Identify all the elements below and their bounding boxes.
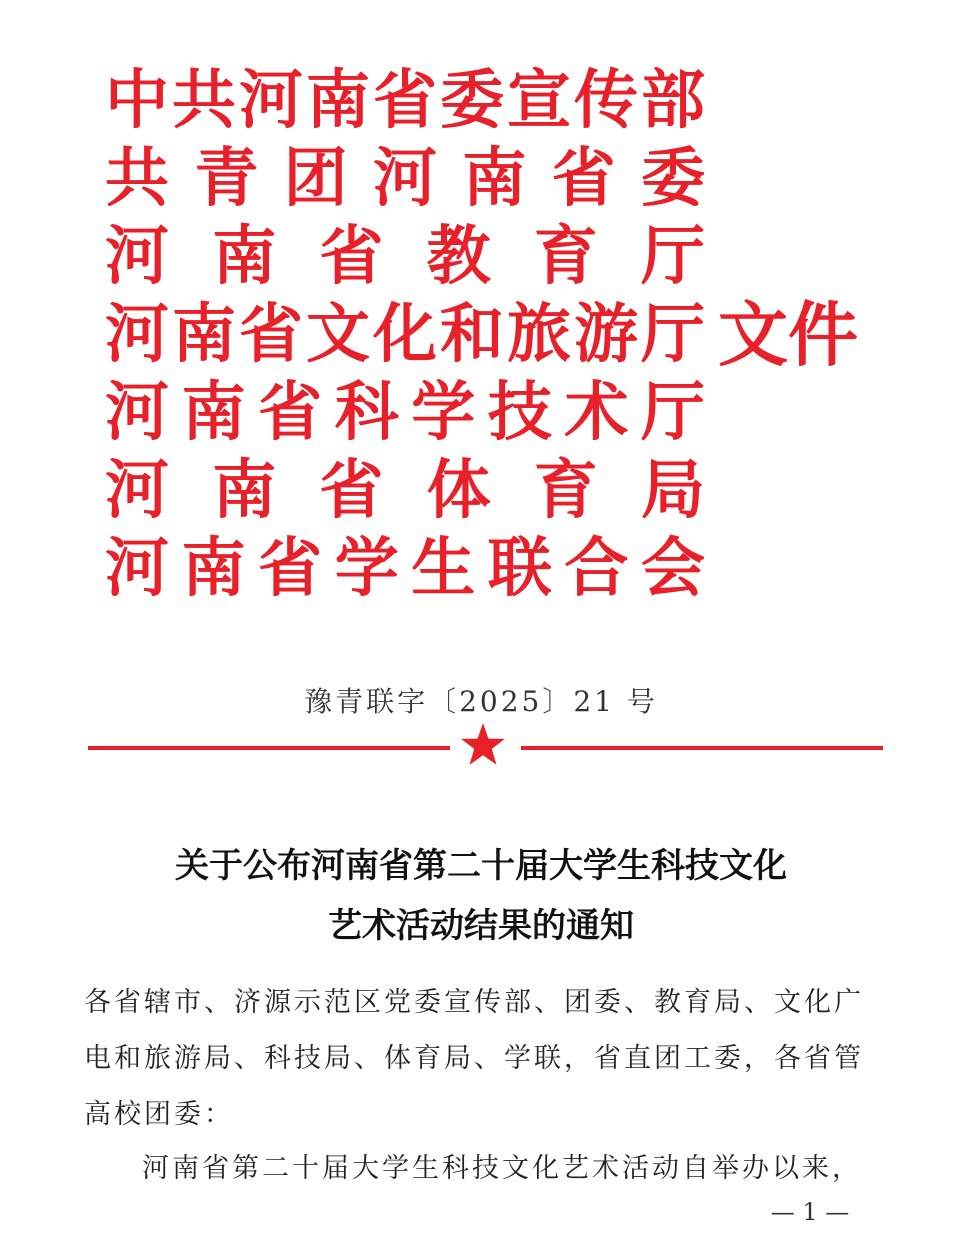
issuer-line: 河 南 省 科 学 技 术 厅 [105,376,705,450]
issuer-line: 河 南 省 体 育 局 [105,454,705,528]
page-number: — 1 — [770,1198,850,1226]
star-icon [460,722,506,768]
issuer-line: 河 南 省 文 化 和 旅 游 厅 [105,298,705,372]
body-paragraph-start: 河南省第二十届大学生科技文化艺术活动自举办以来， [142,1153,862,1184]
document-title-line-1: 关于公布河南省第二十届大学生科技文化 [175,846,787,886]
addressee-line-2: 电和旅游局、科技局、体育局、学联，省直团工委，各省管 [84,1043,864,1074]
document-number: 豫青联字〔2025〕21 号 [304,685,658,718]
issuer-line: 河 南 省 学 生 联 合 会 [105,532,705,606]
addressee-line-1: 各省辖市、济源示范区党委宣传部、团委、教育局、文化广 [84,987,864,1018]
issuer-list [105,62,705,608]
red-rule-right [521,746,883,750]
issuer-line: 共 青 团 河 南 省 委 [105,142,705,216]
issuer-line: 河 南 省 教 育 厅 [105,220,705,294]
red-rule-left [88,746,450,750]
addressee-line-3: 高校团委： [84,1099,234,1130]
file-word: 文件 [718,294,858,376]
document-title-line-2: 艺术活动结果的通知 [328,906,634,946]
issuer-line: 中 共 河 南 省 委 宣 传 部 [105,64,705,138]
